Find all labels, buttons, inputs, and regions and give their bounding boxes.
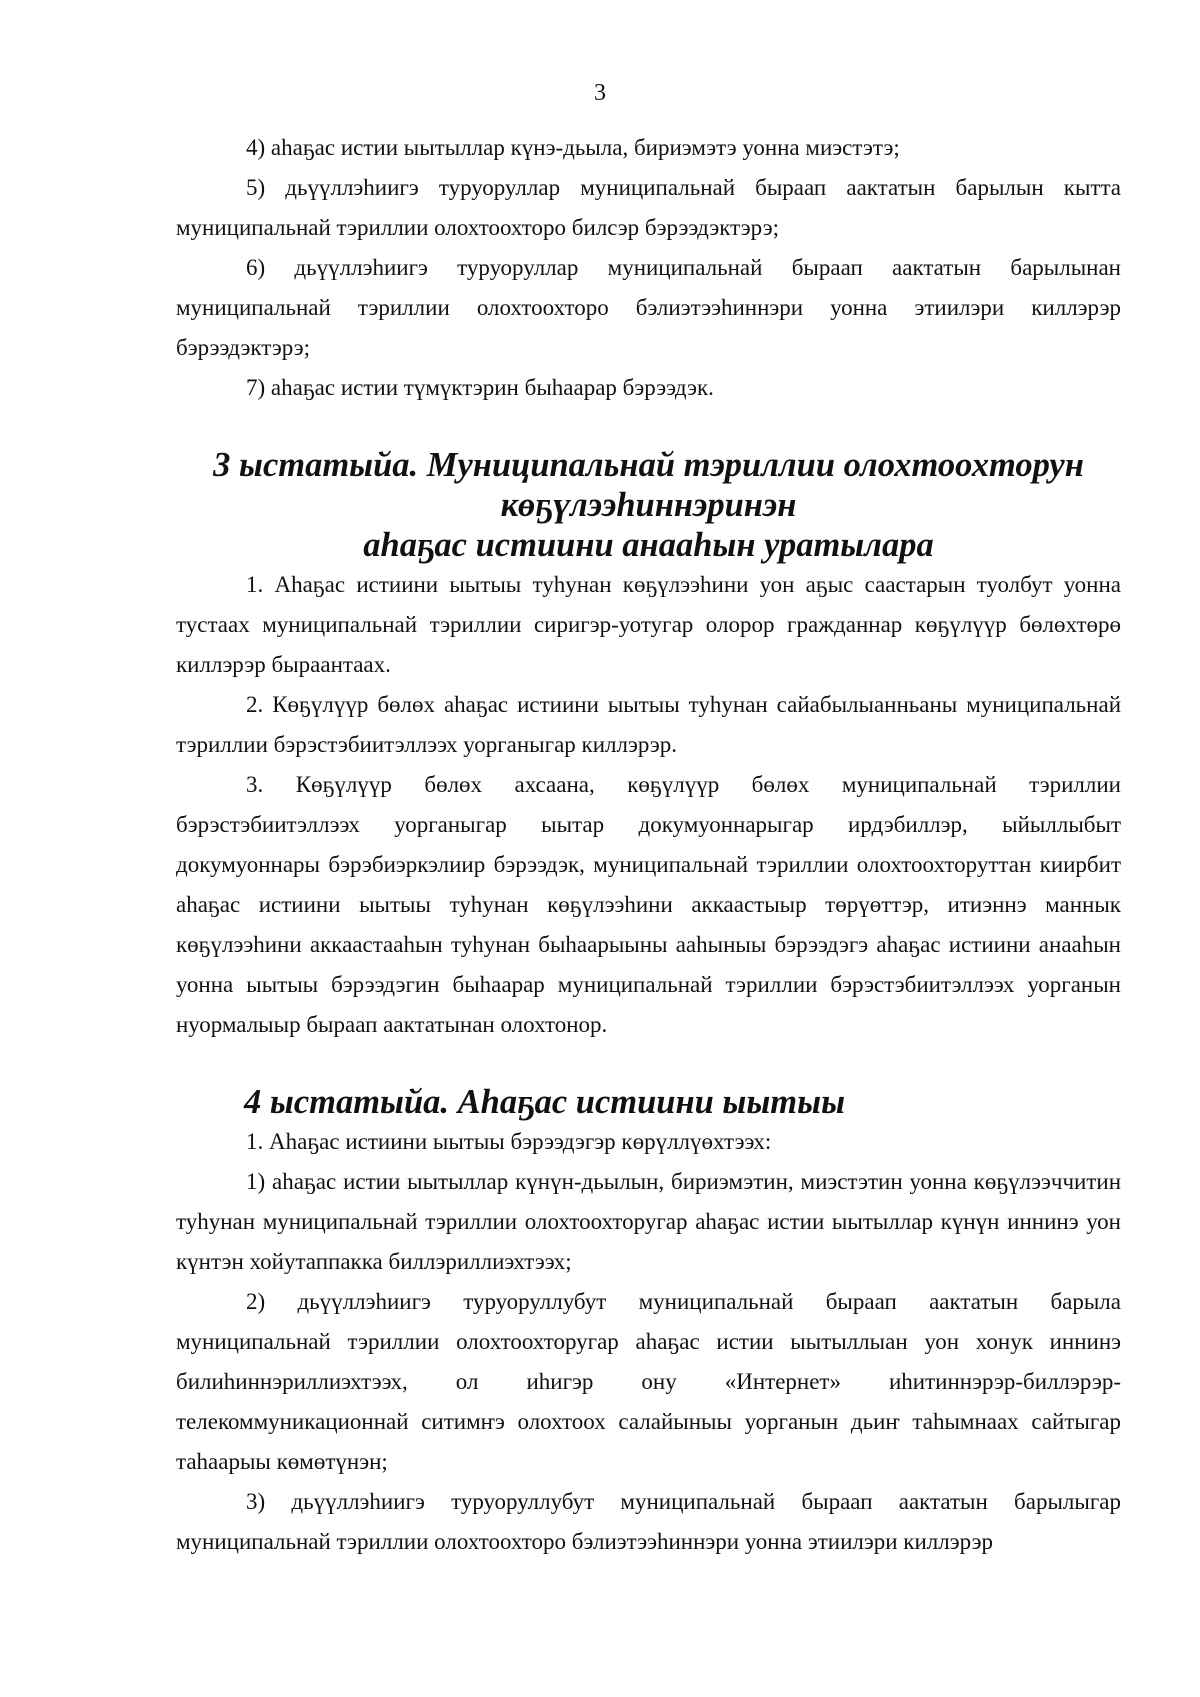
page-number: 3: [594, 80, 606, 106]
section-3-paragraph: 3. Көҕүлүүр бөлөх ахсаана, көҕүлүүр бөлөх муниципальнай тэриллии бэрэстэбиитэллээх уорганыгар ыытар докумуоннарыгар ирдэбиллэр, ыйыллыбыт докумуоннары бэрэбиэркэлиир бэрээдэк, муниципальнай тэриллии олохтоохторуттан киирбит аһаҕас истиини ыытыы туһунан көҕүлээһини аккаастыыр төрүөттэр, итиэннэ маннык көҕүлээһини аккаастааһын туһунан быһаарыыны ааһыныы бэрээдэгэ аһаҕас истиини анааһын уонна ыытыы бэрээдэгин быһаарар муниципальнай тэриллии бэрэстэбиитэллээх уорганын нуормалыыр быраап аактатынан олохтонор.: [176, 772, 1121, 1037]
section-3-paragraph: 1. Аһаҕас истиини ыытыы туһунан көҕүлээһини уон аҕыс саастарын туолбут уонна тустаах муниципальнай тэриллии сиригэр-уотугар олорор гражданнар көҕүлүүр бөлөхтөрө киллэрэр быраантаах.: [176, 572, 1121, 677]
section-3-heading: [176, 445, 1121, 565]
list-item: 7) аһаҕас истии түмүктэрин быһаарар бэрээдэк.: [246, 375, 714, 400]
section-4-paragraph: 2) дьүүллэһиигэ туруоруллубут муниципальнай быраап аактатын барыла муниципальнай тэриллии олохтоохторугар аһаҕас истии ыытыллыан уон хонук иннинэ билиһиннэриллиэхтээх, ол иһигэр ону «Интернет» иһитиннэрэр-биллэрэр-телекоммуникационнай ситимҥэ олохтоох салайыныы уорганын дьиҥ таһымнаах сайтыгар таһаарыы көмөтүнэн;: [176, 1289, 1121, 1474]
list-item: 4) аһаҕас истии ыытыллар күнэ-дьыла, бириэмэтэ уонна миэстэтэ;: [246, 135, 900, 160]
section-4-paragraph: 3) дьүүллэһиигэ туруоруллубут муниципальнай быраап аактатын барылыгар муниципальнай тэриллии олохтоохторо бэлиэтээһиннэри уонна этиилэри киллэрэр: [176, 1489, 1121, 1554]
document-body: [176, 128, 1121, 1562]
section-spacer: [176, 408, 1121, 445]
list-item: 6) дьүүллэһиигэ туруоруллар муниципальнай быраап аактатын барылынан муниципальнай тэриллии олохтоохторо бэлиэтээһиннэри уонна этиилэри киллэрэр бэрээдэктэрэ;: [176, 255, 1121, 360]
section-3-paragraph: 2. Көҕүлүүр бөлөх аһаҕас истиини ыытыы туһунан сайабылыанньаны муниципальнай тэриллии бэрэстэбиитэллээх уорганыгар киллэрэр.: [176, 692, 1121, 757]
section-4-paragraph: 1. Аһаҕас истиини ыытыы бэрээдэгэр көрүллүөхтээх:: [246, 1129, 772, 1154]
list-item: 5) дьүүллэһиигэ туруоруллар муниципальнай быраап аактатын барылын кытта муниципальнай тэриллии олохтоохторо билсэр бэрээдэктэрэ;: [176, 175, 1121, 240]
section-spacer: [176, 1045, 1121, 1082]
section-4-paragraph: 1) аһаҕас истии ыытыллар күнүн-дьылын, бириэмэтин, миэстэтин уонна көҕүлээччитин туһунан муниципальнай тэриллии олохтоохторугар аһаҕас истии ыытыллар күнүн иннинэ уон күнтэн хойутаппакка биллэриллиэхтээх;: [176, 1169, 1121, 1274]
section-4-heading: 4 ыстатыйа. Аһаҕас истиини ыытыы: [244, 1083, 846, 1121]
section-3-heading-line-2: аһаҕас истиини анааһын уратылара: [363, 526, 934, 564]
section-3-heading-line-1: 3 ыстатыйа. Муниципальнай тэриллии олохтоохторун көҕүлээһиннэринэн: [213, 446, 1084, 524]
